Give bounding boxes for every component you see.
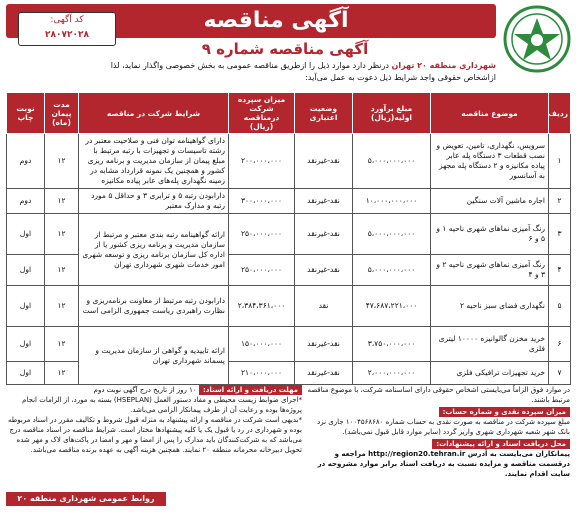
row-credit: نقد-غیرنقد xyxy=(295,214,353,255)
row-amount: ۴۷،۶۸۷،۲۲۱،۰۰۰ xyxy=(353,286,431,327)
row-subject: رنگ آمیزی نماهای شهری ناحیه ۲ و ۳ و ۴ xyxy=(431,255,549,286)
row-number: ۳ xyxy=(549,214,571,255)
ad-code-label: کد آگهی: xyxy=(50,15,84,25)
row-amount: ۵،۰۰۰،۰۰۰،۰۰۰ xyxy=(353,214,431,255)
row-subject: نگهداری فضای سبز ناحیه ۲ xyxy=(431,286,549,327)
intro-paragraph xyxy=(76,60,496,84)
row-deposit: ۲۰۰،۰۰۰،۰۰۰ xyxy=(229,134,295,189)
header-cell: نوبت چاپ xyxy=(7,93,45,134)
row-print: اول xyxy=(7,255,45,286)
header-cell: موضوع مناقصه xyxy=(431,93,549,134)
ad-title: آگهی مناقصه xyxy=(203,8,349,33)
table-row xyxy=(7,214,571,255)
deadline-text: ۱۰ روز از تاریخ درج آگهی نوبت دوم xyxy=(93,386,197,394)
row-credit: نقد-غیرنقد xyxy=(295,327,353,362)
row-credit: نقد-غیرنقد xyxy=(295,362,353,385)
row-conditions: ارائه گواهینامه رتبه بندی معتبر و مرتبط از سازمان مدیریت و برنامه ریزی کشور یا از اداره کل سازمان برنامه ریزی و توسعه شهری امور خدمات شهری شهرداری تهران xyxy=(79,214,229,286)
row-number: ۴ xyxy=(549,255,571,286)
header-cell: شرایط شرکت در مناقصه xyxy=(79,93,229,134)
row-months: ۱۲ xyxy=(45,362,79,385)
row-print: اول xyxy=(7,286,45,327)
row-amount: ۵،۰۰۰،۰۰۰،۰۰۰ xyxy=(353,134,431,189)
row-subject: رنگ آمیزی نماهای شهری ناحیه ۱ و ۵ و ۶ xyxy=(431,214,549,255)
row-credit: نقد-غیرنقد xyxy=(295,189,353,214)
hse-note: *اجرای ضوابط زیست محیطی و مفاد دستور العمل (HSEPLAN) بسته به مورد، از الزامات انجام پروژه‌ها بوده و رعایت آن از طرف پیمانکار الزامی می‌باشد. xyxy=(22,396,302,414)
header-cell: مبلغ برآورد اولیه(ریال) xyxy=(353,93,431,134)
row-amount: ۲،۰۰۰،۰۰۰،۰۰۰ xyxy=(353,362,431,385)
intro-text: درنظر دارد موارد ذیل را ازطریق مناقصه عمومی به بخش خصوصی واگذار نماید، لذا ازاشخاص حقوقی واجد شرایط ذیل دعوت به عمل می‌آید: xyxy=(110,61,496,82)
title-banner xyxy=(6,4,496,38)
row-months: ۱۲ xyxy=(45,327,79,362)
row-credit: نقد-غیرنقد xyxy=(295,255,353,286)
tender-table xyxy=(6,92,571,385)
intro-org: شهرداری منطقه ۲۰ تهران xyxy=(391,61,496,70)
header-cell: ردیف xyxy=(549,93,571,134)
deposit-text: مبلغ سپرده شرکت در مناقصه به صورت نقدی به حساب شماره ۱۰۰۴۵۶۸۶۸۰ جاری نزد بانک شهر شعبه شهرداری شهری واریز گردد (سایر موارد قابل قبول نمی‌باشد). xyxy=(317,418,570,436)
deadline-heading: مهلت دریافت و ارائه اسناد: xyxy=(199,385,302,395)
ad-subtitle: آگهی مناقصه شماره ۹ xyxy=(201,40,369,58)
documents-location-heading: محل دریافت اسناد و ارائه پیشنهادات: xyxy=(432,439,570,449)
row-deposit: ۱۵۰،۰۰۰،۰۰۰ xyxy=(229,327,295,362)
row-deposit: ۳۰۰،۰۰۰،۰۰۰ xyxy=(229,189,295,214)
tehran-municipality-logo-icon xyxy=(502,4,572,74)
row-number: ۷ xyxy=(549,362,571,385)
row-deposit: ۲،۳۸۴،۳۶۱،۰۰۰ xyxy=(229,286,295,327)
deposit-heading: میزان سپرده نقدی و شماره حساب: xyxy=(439,407,570,417)
table-row xyxy=(7,327,571,362)
row-conditions: ارائه تاییدیه و گواهی از سازمان مدیریت و پسماند شهرداری تهران xyxy=(79,327,229,385)
row-deposit: ۲۵۰،۰۰۰،۰۰۰ xyxy=(229,214,295,255)
documents-location-text: پیمانکاران می‌بایست به آدرس http://region20.tehran.ir مراجعه و درقسمت مناقصه و مزایده نسبت به دریافت اسناد برابر موارد مشروحه در سایت اقدام نمایند. xyxy=(317,450,570,478)
conditions-note: *بدیهی است شرکت در مناقصه و ارائه پیشنهاد به منزله قبول شروط و تکالیف مقرر در اسناد مربوطه بوده و شهرداری در رد یا قبول یک یا کلیه پیشنهادها مختار است. شرایط مناقصه در اسناد مناقصه درج می‌باشد که به شرکت‌کنندگان باید مدارک را پس از امضا و مهر و امضا در پاکت‌های لاک و مهر شده تحویل دبیرخانه محرمانه منطقه ۲۰ نمایند. همچنین هزینه آگهی به عهده برنده مناقصه می‌باشد. xyxy=(7,416,302,454)
row-deposit: ۲۵۰،۰۰۰،۰۰۰ xyxy=(229,255,295,286)
row-conditions: دارای گواهینامه توان فنی و صلاحیت معتبر در رشته تاسیسات و تجهیزات با رتبه مرتبط با مبلغ پیمان از سازمان مدیریت و برنامه ریزی کشور و همچنین یک نمونه قرارداد مشابه در زمینه نگهداری پله‌های عابر پیاده مکانیزه xyxy=(79,134,229,189)
header-cell: وضعیت اعتباری xyxy=(295,93,353,134)
row-number: ۶ xyxy=(549,327,571,362)
row-subject: اجاره ماشین آلات سنگین xyxy=(431,189,549,214)
public-relations-footer: روابط عمومی شهرداری منطقه ۲۰ xyxy=(6,492,166,506)
row-credit: نقد-غیرنقد xyxy=(295,134,353,189)
row-months: ۱۲ xyxy=(45,286,79,327)
row-subject: خرید تجهیزات ترافیکی فلزی xyxy=(431,362,549,385)
row-deposit: ۲۱۰،۰۰۰،۰۰۰ xyxy=(229,362,295,385)
header-cell: میزان سپرده شرکت درمناقصه (ریال) xyxy=(229,93,295,134)
row-print: اول xyxy=(7,214,45,255)
row-credit: نقد xyxy=(295,286,353,327)
row-months: ۱۲ xyxy=(45,255,79,286)
ad-code-value: ۲۸۰۷۲۰۲۸ xyxy=(45,30,89,40)
row-subject: سرویس، نگهداری، تامین، تعویض و نصب قطعات ۳ دستگاه پله عابر پیاده مکانیزه و ۲ دستگاه پله مجهز به آسانسور xyxy=(431,134,549,189)
row-print: اول xyxy=(7,362,45,385)
row-print: اول xyxy=(7,327,45,362)
row-number: ۱ xyxy=(549,134,571,189)
row-conditions: دارابودن رتبه ۵ و ترابری ۳ و حداقل ۵ مورد رتبه و مدارک معتبر xyxy=(79,189,229,214)
row-number: ۵ xyxy=(549,286,571,327)
row-print: دوم xyxy=(7,189,45,214)
row-amount: ۳،۷۵۰،۰۰۰،۰۰۰ xyxy=(353,327,431,362)
table-row xyxy=(7,286,571,327)
table-row xyxy=(7,134,571,189)
row-conditions: دارابودن رتبه مرتبط از معاونت برنامه‌ریزی و نظارت راهبردی ریاست جمهوری الزامی است xyxy=(79,286,229,327)
header-cell: مدت پیمان (ماه) xyxy=(45,93,79,134)
note-legal-entities: در موارد فوق الزاماً می‌بایستی اشخاص حقوقی دارای اساسنامه شرکت، با موضوع مناقصه مرتبط باشند. xyxy=(307,386,570,404)
row-print: دوم xyxy=(7,134,45,189)
row-amount: ۱۰،۰۰۰،۰۰۰،۰۰۰ xyxy=(353,189,431,214)
row-number: ۲ xyxy=(549,189,571,214)
row-months: ۱۲ xyxy=(45,214,79,255)
row-months: ۱۲ xyxy=(45,134,79,189)
table-row xyxy=(7,189,571,214)
notes-right xyxy=(306,385,570,505)
table-header-row xyxy=(7,93,571,134)
row-subject: خرید مخزن گالوانیزه ۱۰۰۰۰ لیتری فلزی xyxy=(431,327,549,362)
notes-left xyxy=(6,385,302,505)
ad-code-box xyxy=(18,12,116,46)
row-amount: ۵،۰۰۰،۰۰۰،۰۰۰ xyxy=(353,255,431,286)
row-months: ۱۲ xyxy=(45,189,79,214)
